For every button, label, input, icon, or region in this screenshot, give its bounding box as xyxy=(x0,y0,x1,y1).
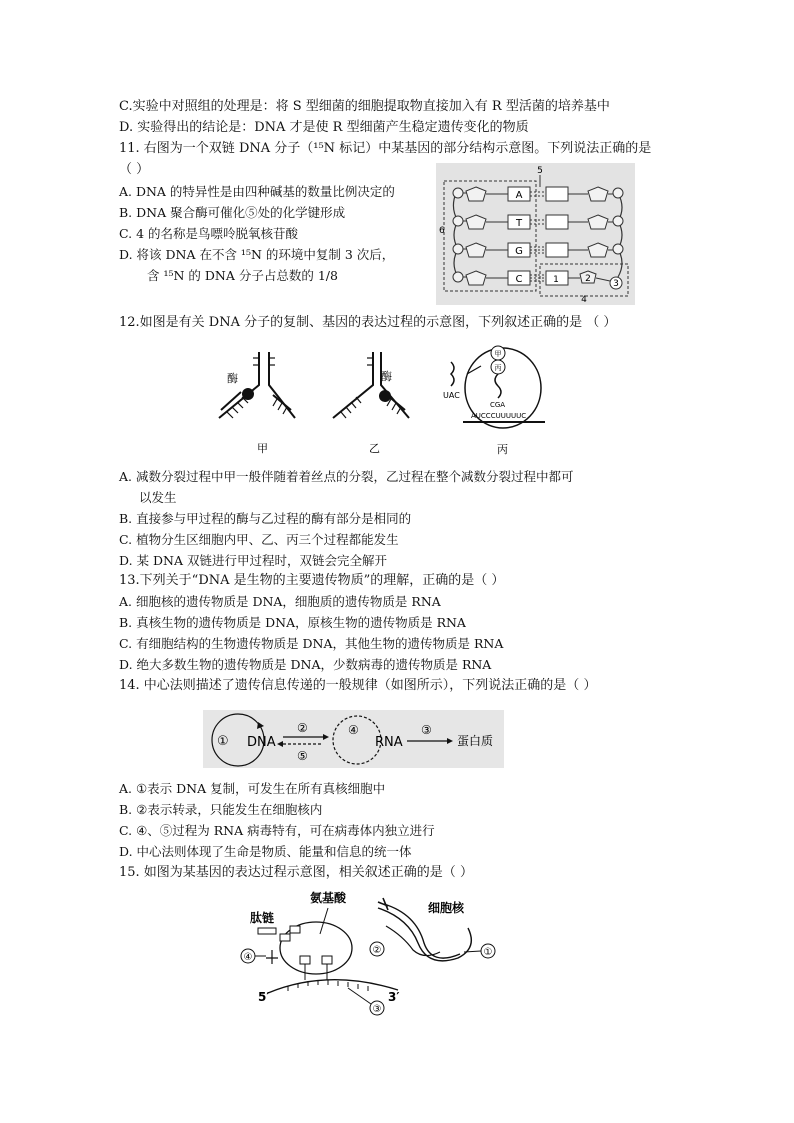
protein-label: 蛋白质 xyxy=(457,734,494,748)
label-1: 1 xyxy=(553,275,559,285)
q13-option-d: D. 绝大多数生物的遗传物质是 DNA，少数病毒的遗传物质是 RNA xyxy=(119,657,492,672)
process-4-label: ④ xyxy=(348,723,359,737)
label-jia: 甲 xyxy=(257,442,268,455)
three-prime-label: 3′ xyxy=(388,990,400,1004)
five-prime-label: 5′ xyxy=(258,990,270,1004)
label-5: 5 xyxy=(537,166,543,176)
enzyme-label-jia: 酶 xyxy=(227,372,238,385)
enzyme-label-yi: 酶 xyxy=(381,370,392,383)
q14-option-a: A. ①表示 DNA 复制，可发生在所有真核细胞中 xyxy=(119,781,386,796)
nucleus-label: 细胞核 xyxy=(428,901,465,915)
q11-option-d-cont: 含 ¹⁵N 的 DNA 分子占总数的 1/8 xyxy=(147,268,338,283)
q13-option-c: C. 有细胞结构的生物遗传物质是 DNA，其他生物的遗传物质是 RNA xyxy=(119,636,504,651)
peptide-label: 肽链 xyxy=(250,911,275,925)
ribosome-aa-jia: 甲 xyxy=(494,350,502,358)
anticodon-uac: UAC xyxy=(443,391,460,400)
q12-stem: 12.如图是有关 DNA 分子的复制、基因的表达过程的示意图，下列叙述正确的是 （ ） xyxy=(119,315,617,330)
q11-option-d: D. 将该 DNA 在不含 ¹⁵N 的环境中复制 3 次后， xyxy=(119,247,395,262)
q12-option-a: A. 减数分裂过程中甲一般伴随着着丝点的分裂，乙过程在整个减数分裂过程中都可 xyxy=(119,469,574,484)
q12-option-c: C. 植物分生区细胞内甲、乙、丙三个过程都能发生 xyxy=(119,532,399,547)
process-2-label: ② xyxy=(297,721,308,735)
base-c-label: C xyxy=(515,274,523,285)
base-g-label: G xyxy=(515,246,523,257)
q11-option-b: B. DNA 聚合酶可催化⑤处的化学键形成 xyxy=(119,205,346,220)
q14-option-b: B. ②表示转录，只能发生在细胞核内 xyxy=(119,802,323,817)
q13-option-b: B. 真核生物的遗传物质是 DNA，原核生物的遗传物质是 RNA xyxy=(119,615,466,630)
label-2: ② xyxy=(372,945,382,956)
label-3: ③ xyxy=(372,1004,382,1015)
q14-option-c: C. ④、⑤过程为 RNA 病毒特有，可在病毒体内独立进行 xyxy=(119,823,435,838)
base-a-label: A xyxy=(515,190,523,201)
q14-option-d: D. 中心法则体现了生命是物质、能量和信息的统一体 xyxy=(119,844,412,859)
q12-option-a-cont: 以发生 xyxy=(139,490,177,505)
label-1: ① xyxy=(483,947,493,958)
process-5-label: ⑤ xyxy=(297,749,308,763)
q12-option-b: B. 直接参与甲过程的酶与乙过程的酶有部分是相同的 xyxy=(119,511,412,526)
label-bing: 丙 xyxy=(497,443,508,456)
prev-option-c: C.实验中对照组的处理是：将 S 型细菌的细胞提取物直接加入有 R 型活菌的培养基中 xyxy=(119,99,610,114)
label-6: 6 xyxy=(439,226,445,236)
rna-label: RNA xyxy=(375,735,403,750)
q11-stem-bracket: （ ） xyxy=(119,162,150,177)
q11-option-c: C. 4 的名称是鸟嘌呤脱氧核苷酸 xyxy=(119,226,298,241)
amino-acid-label: 氨基酸 xyxy=(310,891,347,905)
q13-stem: 13.下列关于“DNA 是生物的主要遗传物质”的理解，正确的是（ ） xyxy=(119,573,505,588)
anticodon-cga: CGA xyxy=(490,401,506,409)
ribosome-aa-bing: 丙 xyxy=(494,364,502,372)
q11-stem: 11. 右图为一个双链 DNA 分子（¹⁵N 标记）中某基因的部分结构示意图。下列说法正确的是 xyxy=(119,141,652,156)
dna-label: DNA xyxy=(247,735,276,750)
central-dogma-figure xyxy=(203,710,504,768)
prev-option-d: D. 实验得出的结论是：DNA 才是使 R 型细菌产生稳定遗传变化的物质 xyxy=(119,120,529,135)
q13-option-a: A. 细胞核的遗传物质是 DNA，细胞质的遗传物质是 RNA xyxy=(119,594,441,609)
gene-expression-figure xyxy=(228,888,508,1023)
q14-stem: 14. 中心法则描述了遗传信息传递的一般规律（如图所示），下列说法正确的是（ ） xyxy=(119,678,597,693)
process-1-label: ① xyxy=(217,734,229,749)
base-t-label: T xyxy=(515,218,523,229)
mrna-sequence: AUCCCUUUUUC xyxy=(471,412,527,420)
label-4: 4 xyxy=(581,295,587,305)
dna-structure-figure xyxy=(436,163,635,305)
label-yi: 乙 xyxy=(369,442,380,455)
label-3: 3 xyxy=(613,279,619,289)
process-3-label: ③ xyxy=(421,723,432,737)
q15-stem: 15. 如图为某基因的表达过程示意图，相关叙述正确的是（ ） xyxy=(119,865,473,880)
q12-option-d: D. 某 DNA 双链进行甲过程时，双链会完全解开 xyxy=(119,553,387,568)
q11-option-a: A. DNA 的特异性是由四种碱基的数量比例决定的 xyxy=(119,184,395,199)
label-2: 2 xyxy=(585,274,591,284)
replication-transcription-translation-figure xyxy=(215,340,555,460)
label-4: ④ xyxy=(243,952,253,963)
